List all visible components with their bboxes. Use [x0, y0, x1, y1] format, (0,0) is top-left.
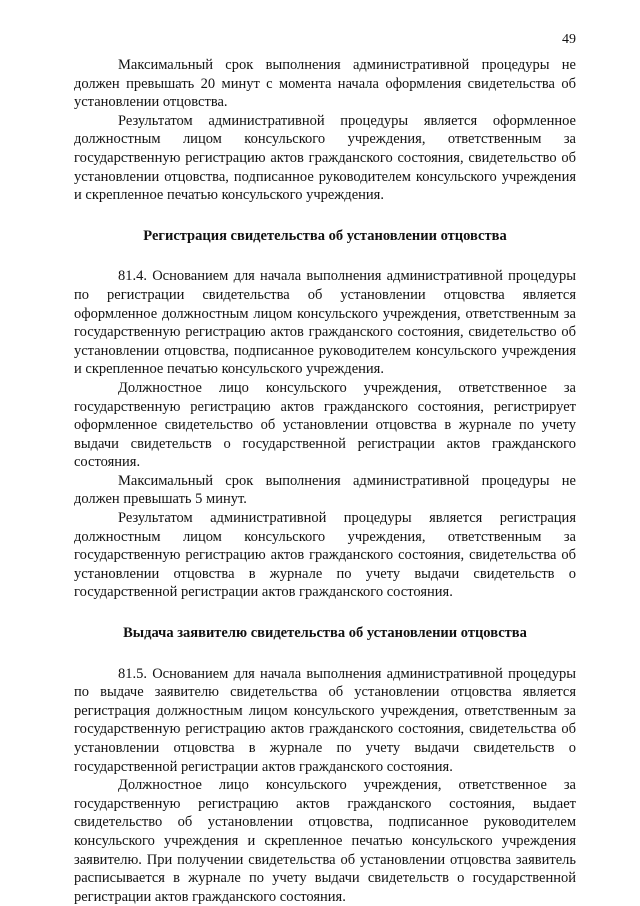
paragraph: 81.5. Основанием для начала выполнения административной процедуры по выдаче заявителю свидетельства об установлении отцовства является регистрация должностным лицом консульского учреждения, ответственным за государственную регистрацию актов гражданского состояния, свидетельства об установлении отцовства в журнале по учету выдачи свидетельств о государственной регистрации актов гражданского состояния. [74, 665, 576, 775]
paragraph: Максимальный срок выполнения административной процедуры не должен превышать 5 минут. [74, 472, 576, 508]
paragraph: Должностное лицо консульского учреждения, ответственное за государственную регистрацию актов гражданского состояния, регистрирует оформленное свидетельство об установлении отцовства в журнале по учету выдачи свидетельств о государственной регистрации актов гражданского состояния. [74, 379, 576, 471]
paragraph: Должностное лицо консульского учреждения, ответственное за государственную регистрацию актов гражданского состояния, выдает свидетельство об установлении отцовства, подписанное руководителем консульского учреждения и скрепленное печатью консульского учреждения заявителю. При получении свидетельства об установлении отцовства заявитель расписывается в журнале по учету выдачи свидетельств о государственной регистрации актов гражданского состояния. [74, 777, 576, 905]
paragraph: Результатом административной процедуры является регистрация должностным лицом консульского учреждения, ответственным за государственную регистрацию актов гражданского состояния, свидетельства об установлении отцовства в журнале по учету выдачи свидетельств о государственной регистрации актов гражданского состояния. [74, 510, 576, 601]
section-heading-issuance: Выдача заявителю свидетельства об установлении отцовства [123, 625, 527, 642]
paragraph: Результатом административной процедуры является оформленное должностным лицом консульского учреждения, ответственным за государственную регистрацию актов гражданского состояния, свидетельство об установлении отцовства, подписанное руководителем консульского учреждения и скрепленное печатью консульского учреждения. [74, 112, 576, 204]
paragraph: Максимальный срок выполнения административной процедуры не должен превышать 20 минут с момента начала оформления свидетельства об установлении отцовства. [74, 57, 576, 111]
section-heading-registration: Регистрация свидетельства об установлении отцовства [143, 227, 507, 244]
page-number: 49 [562, 32, 576, 47]
paragraph: 81.4. Основанием для начала выполнения административной процедуры по регистрации свидетельства об установлении отцовства является оформленное должностным лицом консульского учреждения, ответственным за государственную регистрацию актов гражданского состояния, свидетельство об установлении отцовства, подписанное руководителем консульского учреждения и скрепленное печатью консульского учреждения. [74, 268, 576, 378]
document-body [74, 56, 576, 906]
